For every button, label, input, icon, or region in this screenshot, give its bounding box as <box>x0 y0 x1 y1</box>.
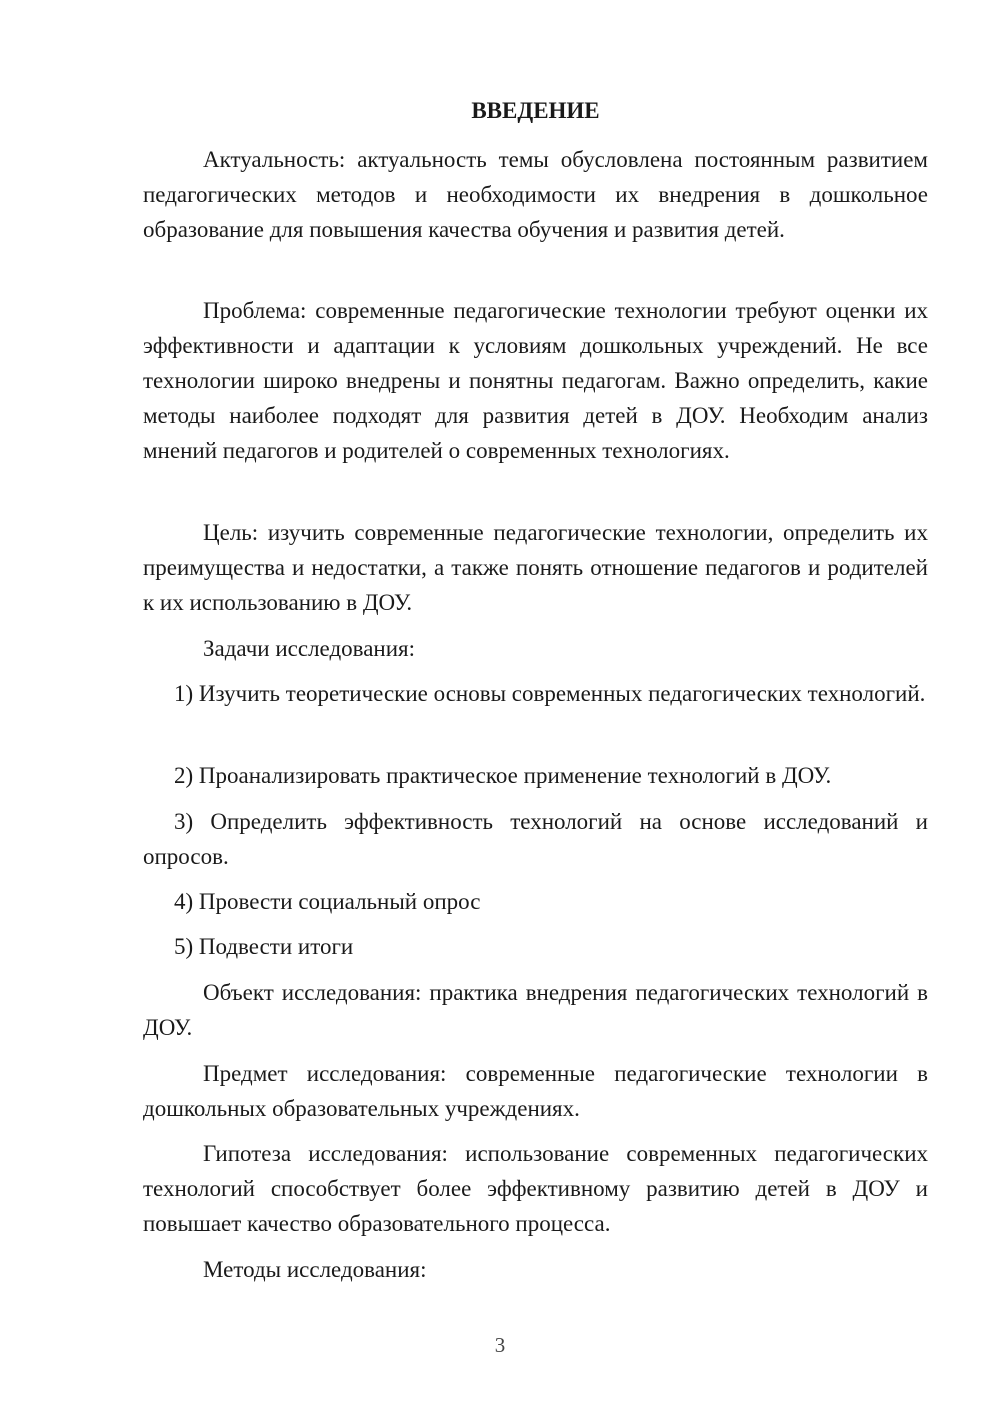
task-item-2: 2) Проанализировать практическое применение технологий в ДОУ. <box>174 763 832 788</box>
relevance-paragraph: Актуальность: актуальность темы обусловлена постоянным развитием педагогических методов и необходимости их внедрения в дошкольное образование для повышения качества обучения и развития детей. <box>143 147 928 242</box>
methods-label: Методы исследования: <box>203 1257 427 1282</box>
task-item-5: 5) Подвести итоги <box>174 934 354 959</box>
object-paragraph: Объект исследования: практика внедрения педагогических технологий в ДОУ. <box>143 980 928 1040</box>
subject-paragraph: Предмет исследования: современные педагогические технологии в дошкольных образовательных учреждениях. <box>143 1061 928 1121</box>
tasks-label: Задачи исследования: <box>203 636 416 661</box>
task-item-3: 3) Определить эффективность технологий на основе исследований и опросов. <box>143 809 928 869</box>
section-heading: ВВЕДЕНИЕ <box>471 98 600 123</box>
task-item-4: 4) Провести социальный опрос <box>174 889 481 914</box>
hypothesis-paragraph: Гипотеза исследования: использование современных педагогических технологий способствует более эффективному развитию детей в ДОУ и повышает качество образовательного процесса. <box>143 1141 928 1236</box>
page-number: 3 <box>494 1333 506 1357</box>
problem-paragraph: Проблема: современные педагогические технологии требуют оценки их эффективности и адаптации к условиям дошкольных учреждений. Не все технологии широко внедрены и понятны педагогам. Важно определить, какие методы наиболее подходят для развития детей в ДОУ. Необходим анализ мнений педагогов и родителей о современных технологиях. <box>143 298 928 463</box>
task-item-1: 1) Изучить теоретические основы современных педагогических технологий. <box>174 681 926 706</box>
goal-paragraph: Цель: изучить современные педагогические технологии, определить их преимущества и недостатки, а также понять отношение педагогов и родителей к их использованию в ДОУ. <box>143 520 928 615</box>
